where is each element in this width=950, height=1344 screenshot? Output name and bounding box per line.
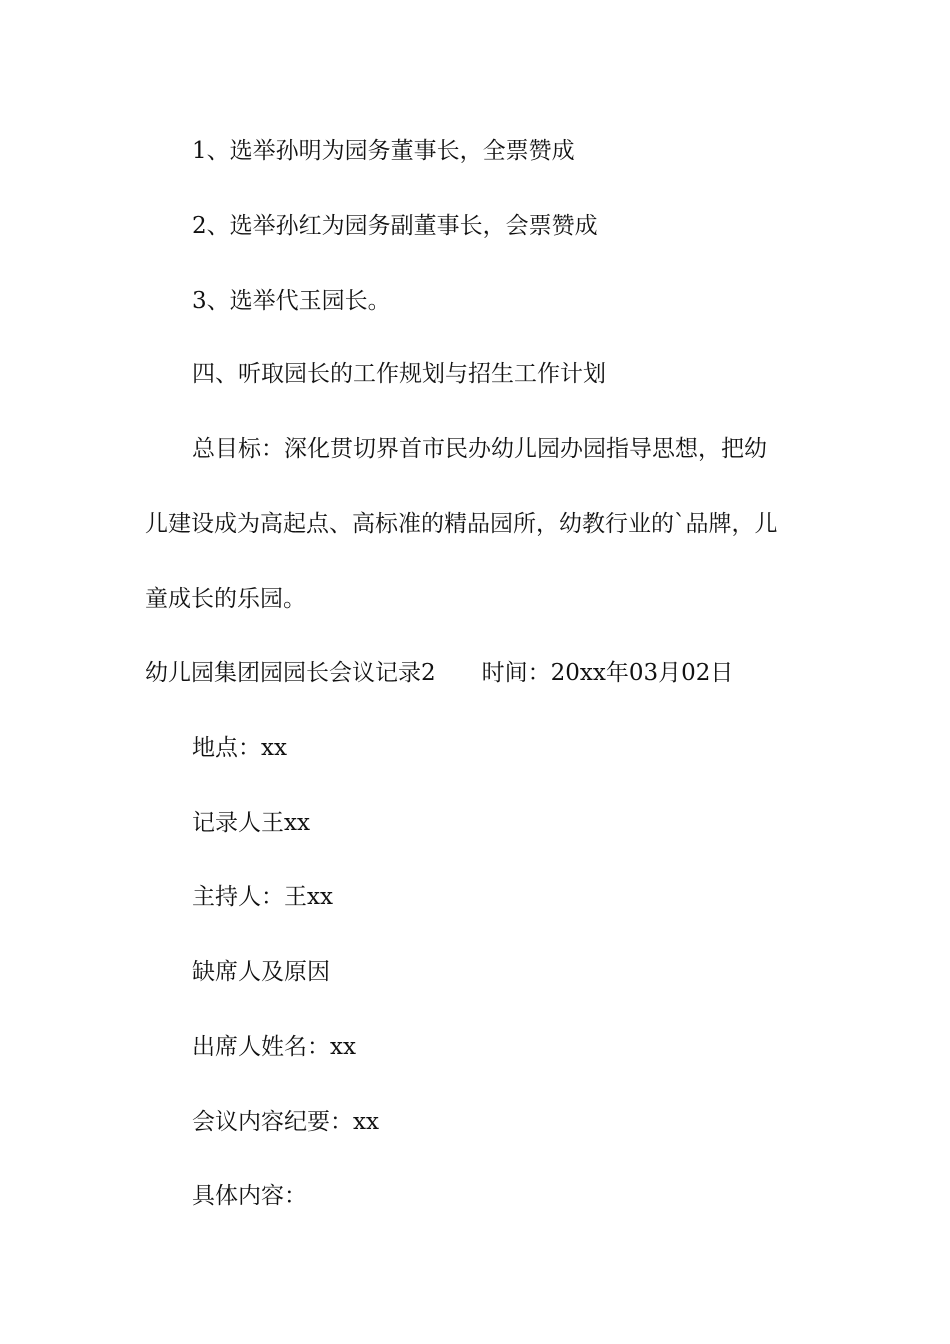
absentees-line: 缺席人及原因 <box>192 959 330 985</box>
resolution-item-1: 1、选举孙明为园务董事长，全票赞成 <box>192 138 575 164</box>
section-heading-4: 四、听取园长的工作规划与招生工作计划 <box>192 361 606 387</box>
attendees-line: 出席人姓名：xx <box>192 1034 356 1060</box>
recorder-line: 记录人王xx <box>192 810 310 836</box>
resolution-item-3: 3、选举代玉园长。 <box>192 288 391 314</box>
record-title-and-time: 幼儿园集团园园长会议记录2 时间：20xx年03月02日 <box>145 660 734 686</box>
goal-paragraph-line-1: 总目标：深化贯切界首市民办幼儿园办园指导思想，把幼 <box>192 436 767 462</box>
resolution-item-2: 2、选举孙红为园务副董事长，会票赞成 <box>192 213 598 239</box>
location-line: 地点：xx <box>192 735 287 761</box>
meeting-summary-line: 会议内容纪要：xx <box>192 1109 379 1135</box>
goal-paragraph-line-3: 童成长的乐园。 <box>145 586 306 612</box>
details-line: 具体内容： <box>192 1183 307 1209</box>
host-line: 主持人：王xx <box>192 884 333 910</box>
goal-paragraph-line-2: 儿建设成为高起点、高标准的精品园所，幼教行业的`品牌，儿 <box>145 511 778 537</box>
